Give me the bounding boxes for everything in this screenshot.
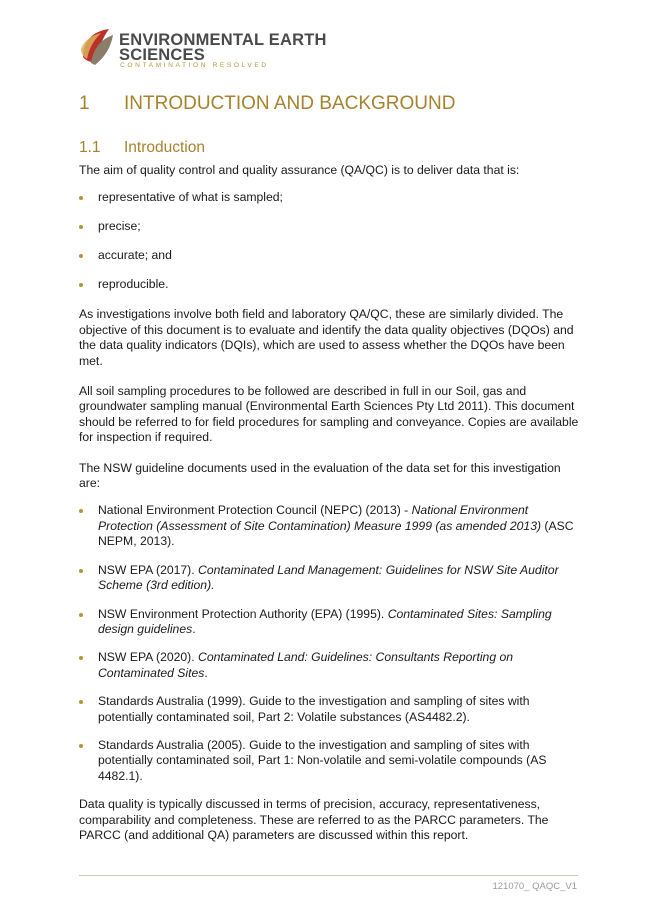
reference-item: NSW Environment Protection Authority (EPA) (1995). Contaminated Sites: Sampling design guidelines. xyxy=(79,607,579,638)
bullet-icon xyxy=(79,744,83,748)
subsection-heading xyxy=(79,139,205,157)
reference-item: NSW EPA (2017). Contaminated Land Management: Guidelines for NSW Site Auditor Scheme (3rd edition). xyxy=(79,563,579,594)
quality-list xyxy=(79,190,579,306)
bullet-icon xyxy=(79,254,83,258)
list-item: representative of what is sampled; xyxy=(79,190,579,219)
body-content xyxy=(79,163,579,843)
bullet-icon xyxy=(79,656,83,660)
footer-divider xyxy=(79,875,578,876)
company-logo xyxy=(79,27,339,73)
section-number: 1 xyxy=(79,93,90,114)
paragraph-qaqc-division: As investigations involve both field and laboratory QA/QC, these are similarly divided. The objective of this document is to evaluate and identify the data quality objectives (DQOs) and the data quality indicators (DQIs), which are used to assess whether the DQOs have been met. xyxy=(79,307,574,368)
bullet-icon xyxy=(79,700,83,704)
logo-tagline: CONTAMINATION RESOLVED xyxy=(120,62,269,69)
document-id: 121070_ QAQC_V1 xyxy=(492,881,577,892)
bullet-icon xyxy=(79,283,83,287)
logo-wordmark-line2: SCIENCES xyxy=(119,46,205,64)
paragraph-parcc: Data quality is typically discussed in terms of precision, accuracy, representativeness, comparability and completeness. These are referred to as the PARCC parameters. The PARCC (and additional QA) parameters are discussed within this report. xyxy=(79,797,549,842)
bullet-icon xyxy=(79,225,83,229)
leaf-logo-icon xyxy=(79,27,115,67)
bullet-icon xyxy=(79,509,83,513)
intro-paragraph: The aim of quality control and quality assurance (QA/QC) is to deliver data that is: xyxy=(79,163,520,177)
reference-item: Standards Australia (1999). Guide to the investigation and sampling of sites with potentially contaminated soil, Part 2: Volatile substances (AS4482.2). xyxy=(79,694,579,725)
list-item: accurate; and xyxy=(79,248,579,277)
list-item: precise; xyxy=(79,219,579,248)
paragraph-sampling-procedures: All soil sampling procedures to be followed are described in full in our Soil, gas and groundwater sampling manual (Environmental Earth Sciences Pty Ltd 2011). This document should be referred to for field procedures for sampling and conveyance. Copies are available for inspection if required. xyxy=(79,384,579,445)
bullet-icon xyxy=(79,613,83,617)
section-title: INTRODUCTION AND BACKGROUND xyxy=(124,93,456,114)
subsection-title: Introduction xyxy=(124,139,205,156)
bullet-icon xyxy=(79,196,83,200)
reference-list xyxy=(79,503,579,784)
reference-item: Standards Australia (2005). Guide to the investigation and sampling of sites with potentially contaminated soil, Part 1: Non-volatile and semi-volatile compounds (AS 4482.1). xyxy=(79,738,579,784)
paragraph-guidelines-intro: The NSW guideline documents used in the evaluation of the data set for this investigation are: xyxy=(79,460,561,491)
bullet-icon xyxy=(79,569,83,573)
section-heading xyxy=(79,93,455,115)
list-item: reproducible. xyxy=(79,277,579,306)
logo-wordmark-line1: ENVIRONMENTAL EARTH xyxy=(119,31,327,49)
subsection-number: 1.1 xyxy=(79,139,101,156)
reference-item: National Environment Protection Council (NEPC) (2013) - National Environment Protection (Assessment of Site Contamination) Measure 1999 (as amended 2013) (ASC NEPM, 2013). xyxy=(79,503,579,549)
reference-item: NSW EPA (2020). Contaminated Land: Guidelines: Consultants Reporting on Contaminated Sites. xyxy=(79,650,579,681)
